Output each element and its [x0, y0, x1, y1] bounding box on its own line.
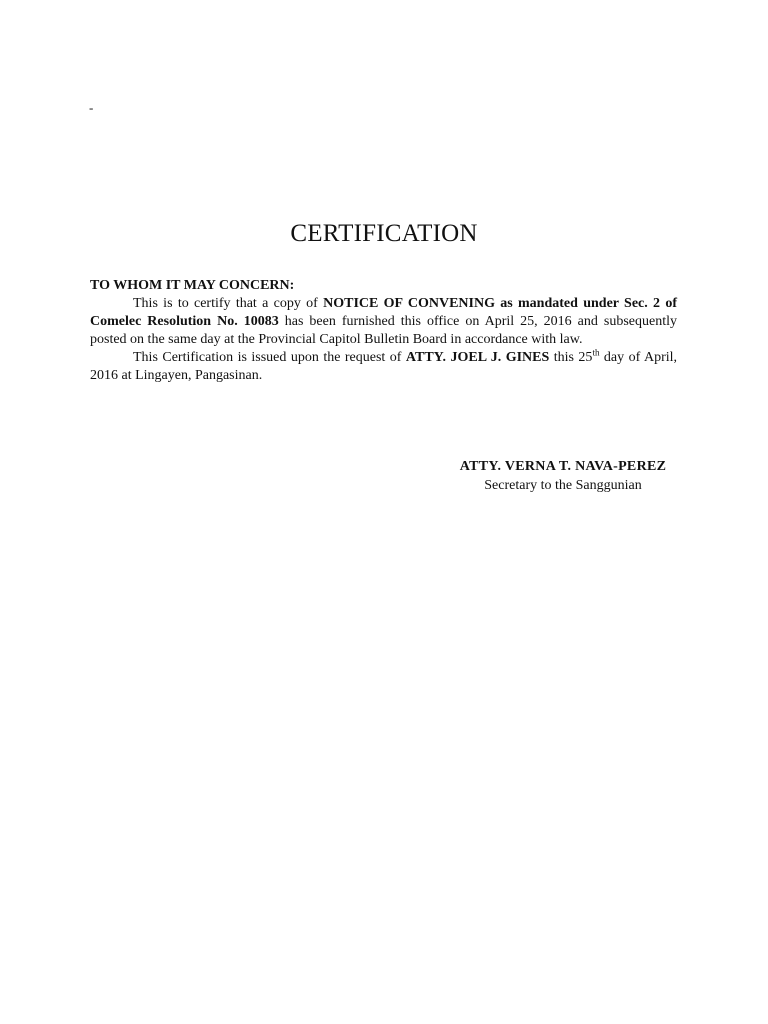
- paragraph-certify-text-2: has been furnished this office on April 25, 2016 and subsequently posted on the same day at the Provincial Capitol Bulletin Board in accordance with law.: [90, 314, 677, 347]
- paragraph-certify: [90, 295, 677, 349]
- notice-reference: NOTICE OF CONVENING as mandated under Sec. 2 of Comelec Resolution No. 10083: [90, 296, 678, 329]
- paragraph-request-text-2: this 25: [549, 350, 593, 365]
- paragraph-certify-text-1: This is to certify that a copy of: [133, 296, 324, 311]
- signatory-name: ATTY. VERNA T. NAVA-PEREZ: [459, 459, 667, 474]
- stray-mark: -: [89, 100, 94, 115]
- document-body: [90, 277, 677, 385]
- paragraph-request-text-1: This Certification is issued upon the request of: [133, 350, 406, 365]
- signatory-block: [430, 457, 696, 495]
- paragraph-request-text-3: day of April, 2016 at Lingayen, Pangasinan.: [90, 350, 678, 383]
- signatory-position: Secretary to the Sanggunian: [484, 478, 642, 493]
- paragraph-request: [90, 349, 677, 385]
- document-title: CERTIFICATION: [290, 220, 478, 247]
- ordinal-suffix: th: [592, 347, 600, 358]
- salutation: TO WHOM IT MAY CONCERN:: [90, 278, 295, 293]
- requester-name: ATTY. JOEL J. GINES: [405, 350, 550, 365]
